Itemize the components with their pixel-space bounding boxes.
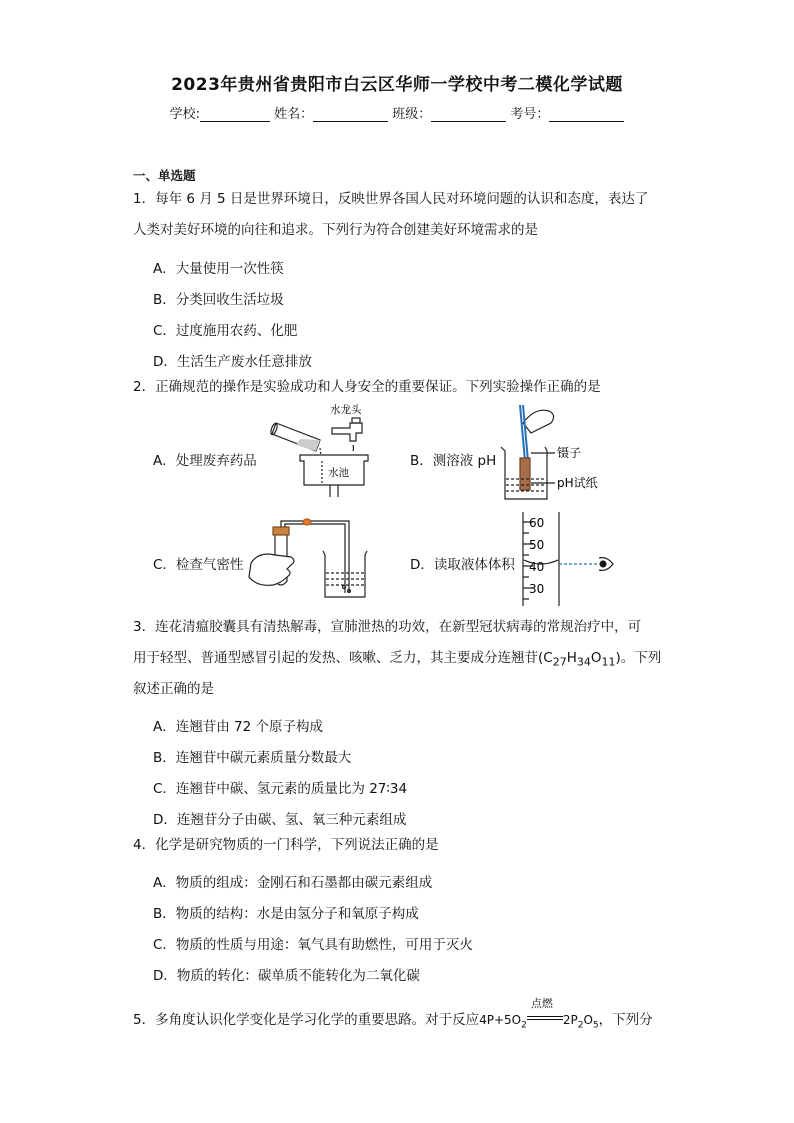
q2-option-a-label: A．处理废弃药品 xyxy=(153,453,257,469)
q2-stem: 2．正确规范的操作是实验成功和人身安全的重要保证。下列实验操作正确的是 xyxy=(133,379,601,395)
sink-label: 水池 xyxy=(328,467,349,479)
figure-ph-measurement xyxy=(495,403,615,503)
q4-option-d: D．物质的转化：碳单质不能转化为二氧化碳 xyxy=(153,968,420,984)
q4-option-a: A．物质的组成：金刚石和石墨都由碳元素组成 xyxy=(153,875,433,891)
q5-product-o: O xyxy=(583,1013,593,1027)
q3-option-b: B．连翘苷中碳元素质量分数最大 xyxy=(153,750,352,766)
figure-airtightness-check xyxy=(245,515,375,600)
q4-option-c: C．物质的性质与用途：氧气具有助燃性，可用于灭火 xyxy=(153,937,473,953)
section-heading: 一、单选题 xyxy=(133,168,196,183)
q5-condition: 点燃 xyxy=(530,997,553,1010)
q3-sub-c: 27 xyxy=(552,655,567,669)
q3-option-a: A．连翘苷由 72 个原子构成 xyxy=(153,719,323,735)
q2-option-b-label: B．测溶液 pH xyxy=(410,453,497,469)
q5-text-end: ，下列分 xyxy=(598,1012,653,1028)
student-info-row xyxy=(0,103,794,122)
q5-sub-p: 2 xyxy=(577,1020,584,1031)
q1-stem-line2: 人类对美好环境的向往和追求。下列行为符合创建美好环境需求的是 xyxy=(133,222,538,238)
q3-line2-end: )。下列 xyxy=(615,650,662,666)
ph-paper-label: pH试纸 xyxy=(557,476,598,490)
q5-text-start: 5．多角度认识化学变化是学习化学的重要思路。对于反应 xyxy=(133,1012,480,1028)
q5-reactants: 4P+5O xyxy=(479,1013,522,1027)
q3-option-d: D．连翘苷分子由碳、氢、氧三种元素组成 xyxy=(153,812,407,828)
figure-read-volume xyxy=(515,510,630,610)
q3-o: O xyxy=(590,650,602,666)
page-title: 2023年贵州省贵阳市白云区华师一学校中考二模化学试题 xyxy=(171,75,623,95)
q3-sub-o: 11 xyxy=(601,655,616,669)
q3-h: H xyxy=(566,650,577,666)
scale-60: 60 xyxy=(529,516,545,530)
q3-sub-h: 34 xyxy=(576,655,591,669)
q1-option-b: B．分类回收生活垃圾 xyxy=(153,292,284,308)
exam-number-label: 考号： xyxy=(510,107,550,122)
q1-option-d: D．生活生产废水任意排放 xyxy=(153,354,312,370)
school-blank[interactable] xyxy=(200,107,270,122)
scale-50: 50 xyxy=(529,538,545,552)
scale-40: 40 xyxy=(529,560,545,574)
figure-waste-disposal xyxy=(270,405,380,500)
q2-option-c-label: C．检查气密性 xyxy=(153,557,244,573)
faucet-label: 水龙头 xyxy=(330,404,362,416)
q3-line2-text: 用于轻型、普通型感冒引起的发热、咳嗽、乏力，其主要成分连翘苷(C xyxy=(133,650,553,666)
q5-reaction-arrow xyxy=(527,997,563,1027)
q3-stem-line3: 叙述正确的是 xyxy=(133,681,214,697)
q3-stem-line1: 3．连花清瘟胶囊具有清热解毒，宣肺泄热的功效，在新型冠状病毒的常规治疗中，可 xyxy=(133,619,642,635)
name-label: 姓名： xyxy=(274,107,314,122)
q5-product: 2P xyxy=(562,1013,578,1027)
q5-stem xyxy=(133,997,653,1031)
class-label: 班级： xyxy=(392,107,432,122)
tweezers-label: 镊子 xyxy=(557,446,582,460)
exam-number-blank[interactable] xyxy=(549,107,624,122)
scale-30: 30 xyxy=(529,582,545,596)
q1-stem-line1: 1．每年 6 月 5 日是世界环境日，反映世界各国人民对环境问题的认识和态度，表达了 xyxy=(133,191,649,207)
school-label: 学校: xyxy=(169,107,200,122)
class-blank[interactable] xyxy=(431,107,506,122)
q4-stem: 4．化学是研究物质的一门科学，下列说法正确的是 xyxy=(133,837,439,853)
q3-option-c: C．连翘苷中碳、氢元素的质量比为 27∶34 xyxy=(153,781,408,797)
q5-sub-o: 5 xyxy=(592,1020,599,1031)
q1-option-c: C．过度施用农药、化肥 xyxy=(153,323,298,339)
q3-stem-line2 xyxy=(133,652,661,668)
q5-sub-o2: 2 xyxy=(521,1020,527,1031)
q1-option-a: A．大量使用一次性筷 xyxy=(153,261,284,277)
q2-option-d-label: D．读取液体体积 xyxy=(410,557,515,573)
q4-option-b: B．物质的结构：水是由氢分子和氧原子构成 xyxy=(153,906,419,922)
name-blank[interactable] xyxy=(313,107,388,122)
